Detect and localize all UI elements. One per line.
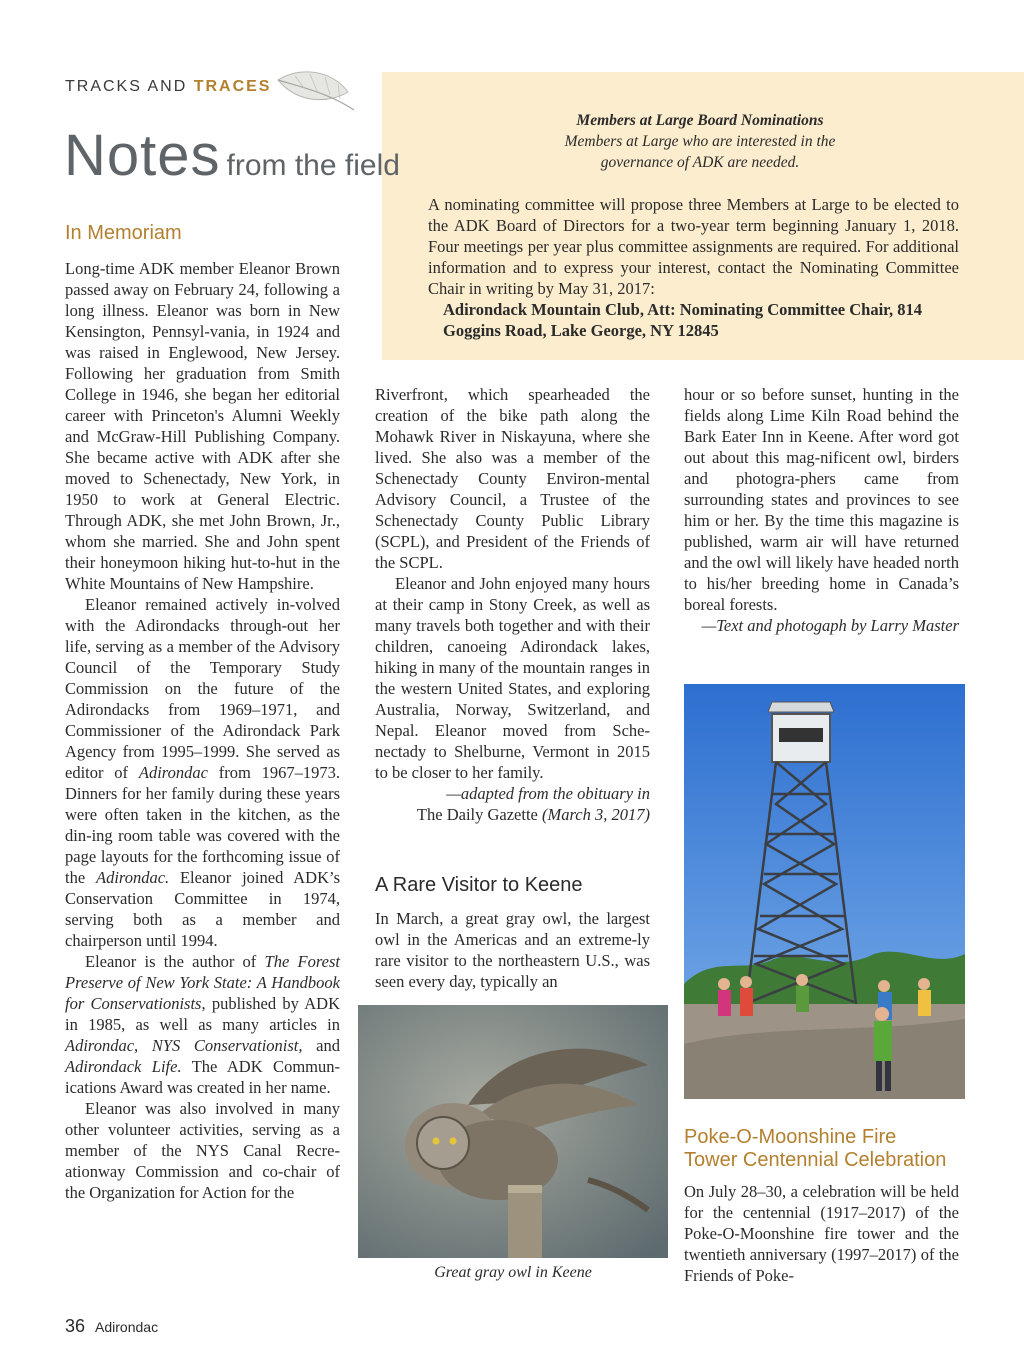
fire-tower-photo	[684, 684, 965, 1099]
page-number: 36	[65, 1316, 86, 1336]
memoriam-paragraph: Eleanor remained actively in-volved with the Adirondacks through-out her life, serving as a member of the Advisory Council of the Temporary Study Commission on the future of the Adirondacks from 1969–1971, and Commissioner of the Adirondack Park Agency from 1995–1999. She served as editor of Adirondac from 1967–1973. Dinners for her family during these years were often taken in the kitchen, as the din-ing room table was covered with the page layouts for the forthcoming issue of the Adirondac. Eleanor joined ADK’s Conservation Committee in 1974, serving both as a member and chairperson until 1994.	[65, 595, 341, 950]
sidebar-body: A nominating committee will propose three Members at Large to be elected to the ADK Board of Directors for a two-year term beginning January 1, 2018. Four meetings per year plus committee assignments are required. For additional information and to express your interest, contact the Nominating Committee Chair in writing by May 31, 2017:	[428, 195, 959, 298]
leaf-icon	[270, 62, 360, 122]
memoriam-paragraph: Eleanor was also involved in many other volunteer activities, serving as a member of the NYS Canal Recre-ationway Commission and co-chair of the Organization for Action for the	[65, 1099, 340, 1202]
magazine-name: Adirondac	[95, 1319, 159, 1335]
sidebar-heading: Members at Large Board Nominations	[576, 112, 824, 129]
visitor-credit: —Text and photogaph by Larry Master	[701, 616, 959, 635]
poke-heading	[684, 1126, 974, 1172]
title-large: Notes	[64, 123, 221, 188]
visitor-paragraph: In March, a great gray owl, the largest owl in the Americas and an extreme-ly rare visitor to the northeastern U.S., was seen every day, typically an	[375, 909, 650, 991]
poke-heading-line2: Tower Centennial Celebration	[684, 1149, 947, 1171]
memoriam-paragraph: Eleanor is the author of The Forest Preserve of New York State: A Handbook for Conservationists, published by ADK in 1985, as well as many articles in Adirondac, NYS Conservationist, and Adirondack Life. The ADK Commun-ications Award was created in her name.	[65, 952, 341, 1097]
visitor-paragraph: hour or so before sunset, hunting in the fields along Lime Kiln Road behind the Bark Eater Inn in Keene. After word got out about this mag-nificent owl, birders and photogra-phers came from surrounding states and provinces to see him or her. By the time this magazine is published, warm air will have returned and the owl will likely have headed north to his/her breeding home in Canada’s boreal forests.	[684, 385, 959, 614]
kicker-text: TRACKS AND	[65, 78, 194, 95]
obituary-credit-source: The Daily Gazette (March 3, 2017)	[416, 805, 650, 824]
owl-photo-caption: Great gray owl in Keene	[434, 1264, 592, 1281]
kicker-accent-text: TRACES	[193, 78, 272, 95]
memoriam-heading: In Memoriam	[65, 222, 182, 244]
memoriam-paragraph: Eleanor and John enjoyed many hours at their camp in Stony Creek, as well as many travels both together and with their children, canoeing Adirondack lakes, hiking in many of the mountain ranges in the western United States, and exploring Australia, Norway, Switzerland, and Nepal. Eleanor moved from Sche-nectady to Shelburne, Vermont in 2015 to be closer to her family.	[375, 574, 650, 782]
sidebar-heading-block	[520, 110, 880, 173]
visitor-column-continued	[684, 384, 959, 636]
address-line2: Goggins Road, Lake George, NY 12845	[443, 321, 719, 340]
visitor-column-text	[375, 908, 650, 992]
page-title	[64, 122, 400, 189]
page-footer	[65, 1316, 158, 1337]
great-gray-owl-photo	[358, 1005, 668, 1258]
poke-heading-line1: Poke-O-Moonshine Fire	[684, 1126, 897, 1148]
sidebar-subheading-line2: governance of ADK are needed.	[600, 154, 800, 171]
sidebar-subheading-line1: Members at Large who are interested in the	[564, 133, 836, 150]
obituary-credit-line: —adapted from the obituary in	[446, 784, 650, 803]
visitor-heading: A Rare Visitor to Keene	[375, 874, 583, 896]
memoriam-paragraph: Riverfront, which spearheaded the creation of the bike path along the Mohawk River in Niskayuna, where she lived. She also was a member of the Schenectady County Environ-mental Advisory Council, a Trustee of the Schenectady County Public Library (SCPL), and President of the Friends of the SCPL.	[375, 385, 650, 572]
section-kicker	[65, 78, 271, 96]
memoriam-column-2	[375, 384, 650, 825]
poke-paragraph: On July 28–30, a celebration will be held for the centennial (1917–2017) of the Poke-O-Moonshine fire tower and the twentieth anniversary (1997–2017) of the Friends of Poke-	[684, 1182, 959, 1285]
poke-column-text	[684, 1181, 959, 1286]
address-line1: Adirondack Mountain Club, Att: Nominating Committee Chair, 814	[443, 300, 922, 319]
memoriam-column-1	[65, 258, 340, 1203]
title-small: from the field	[226, 149, 400, 182]
memoriam-paragraph: Long-time ADK member Eleanor Brown passed away on February 24, following a long illness. Eleanor was born in New Kensington, Pennsyl-vania, in 1924 and was raised in Englewood, New Jersey. Following her graduation from Smith College in 1946, she began her editorial career with Princeton's Alumni Weekly and McGraw-Hill Publishing Company. She became active with ADK after she moved to Schenectady, New York, in 1950 to work at General Electric. Through ADK, she met John Brown, Jr., whom she married. She and John spent their honeymoon hiking hut-to-hut in the White Mountains of New Hampshire.	[65, 259, 340, 593]
sidebar-address	[443, 299, 963, 341]
